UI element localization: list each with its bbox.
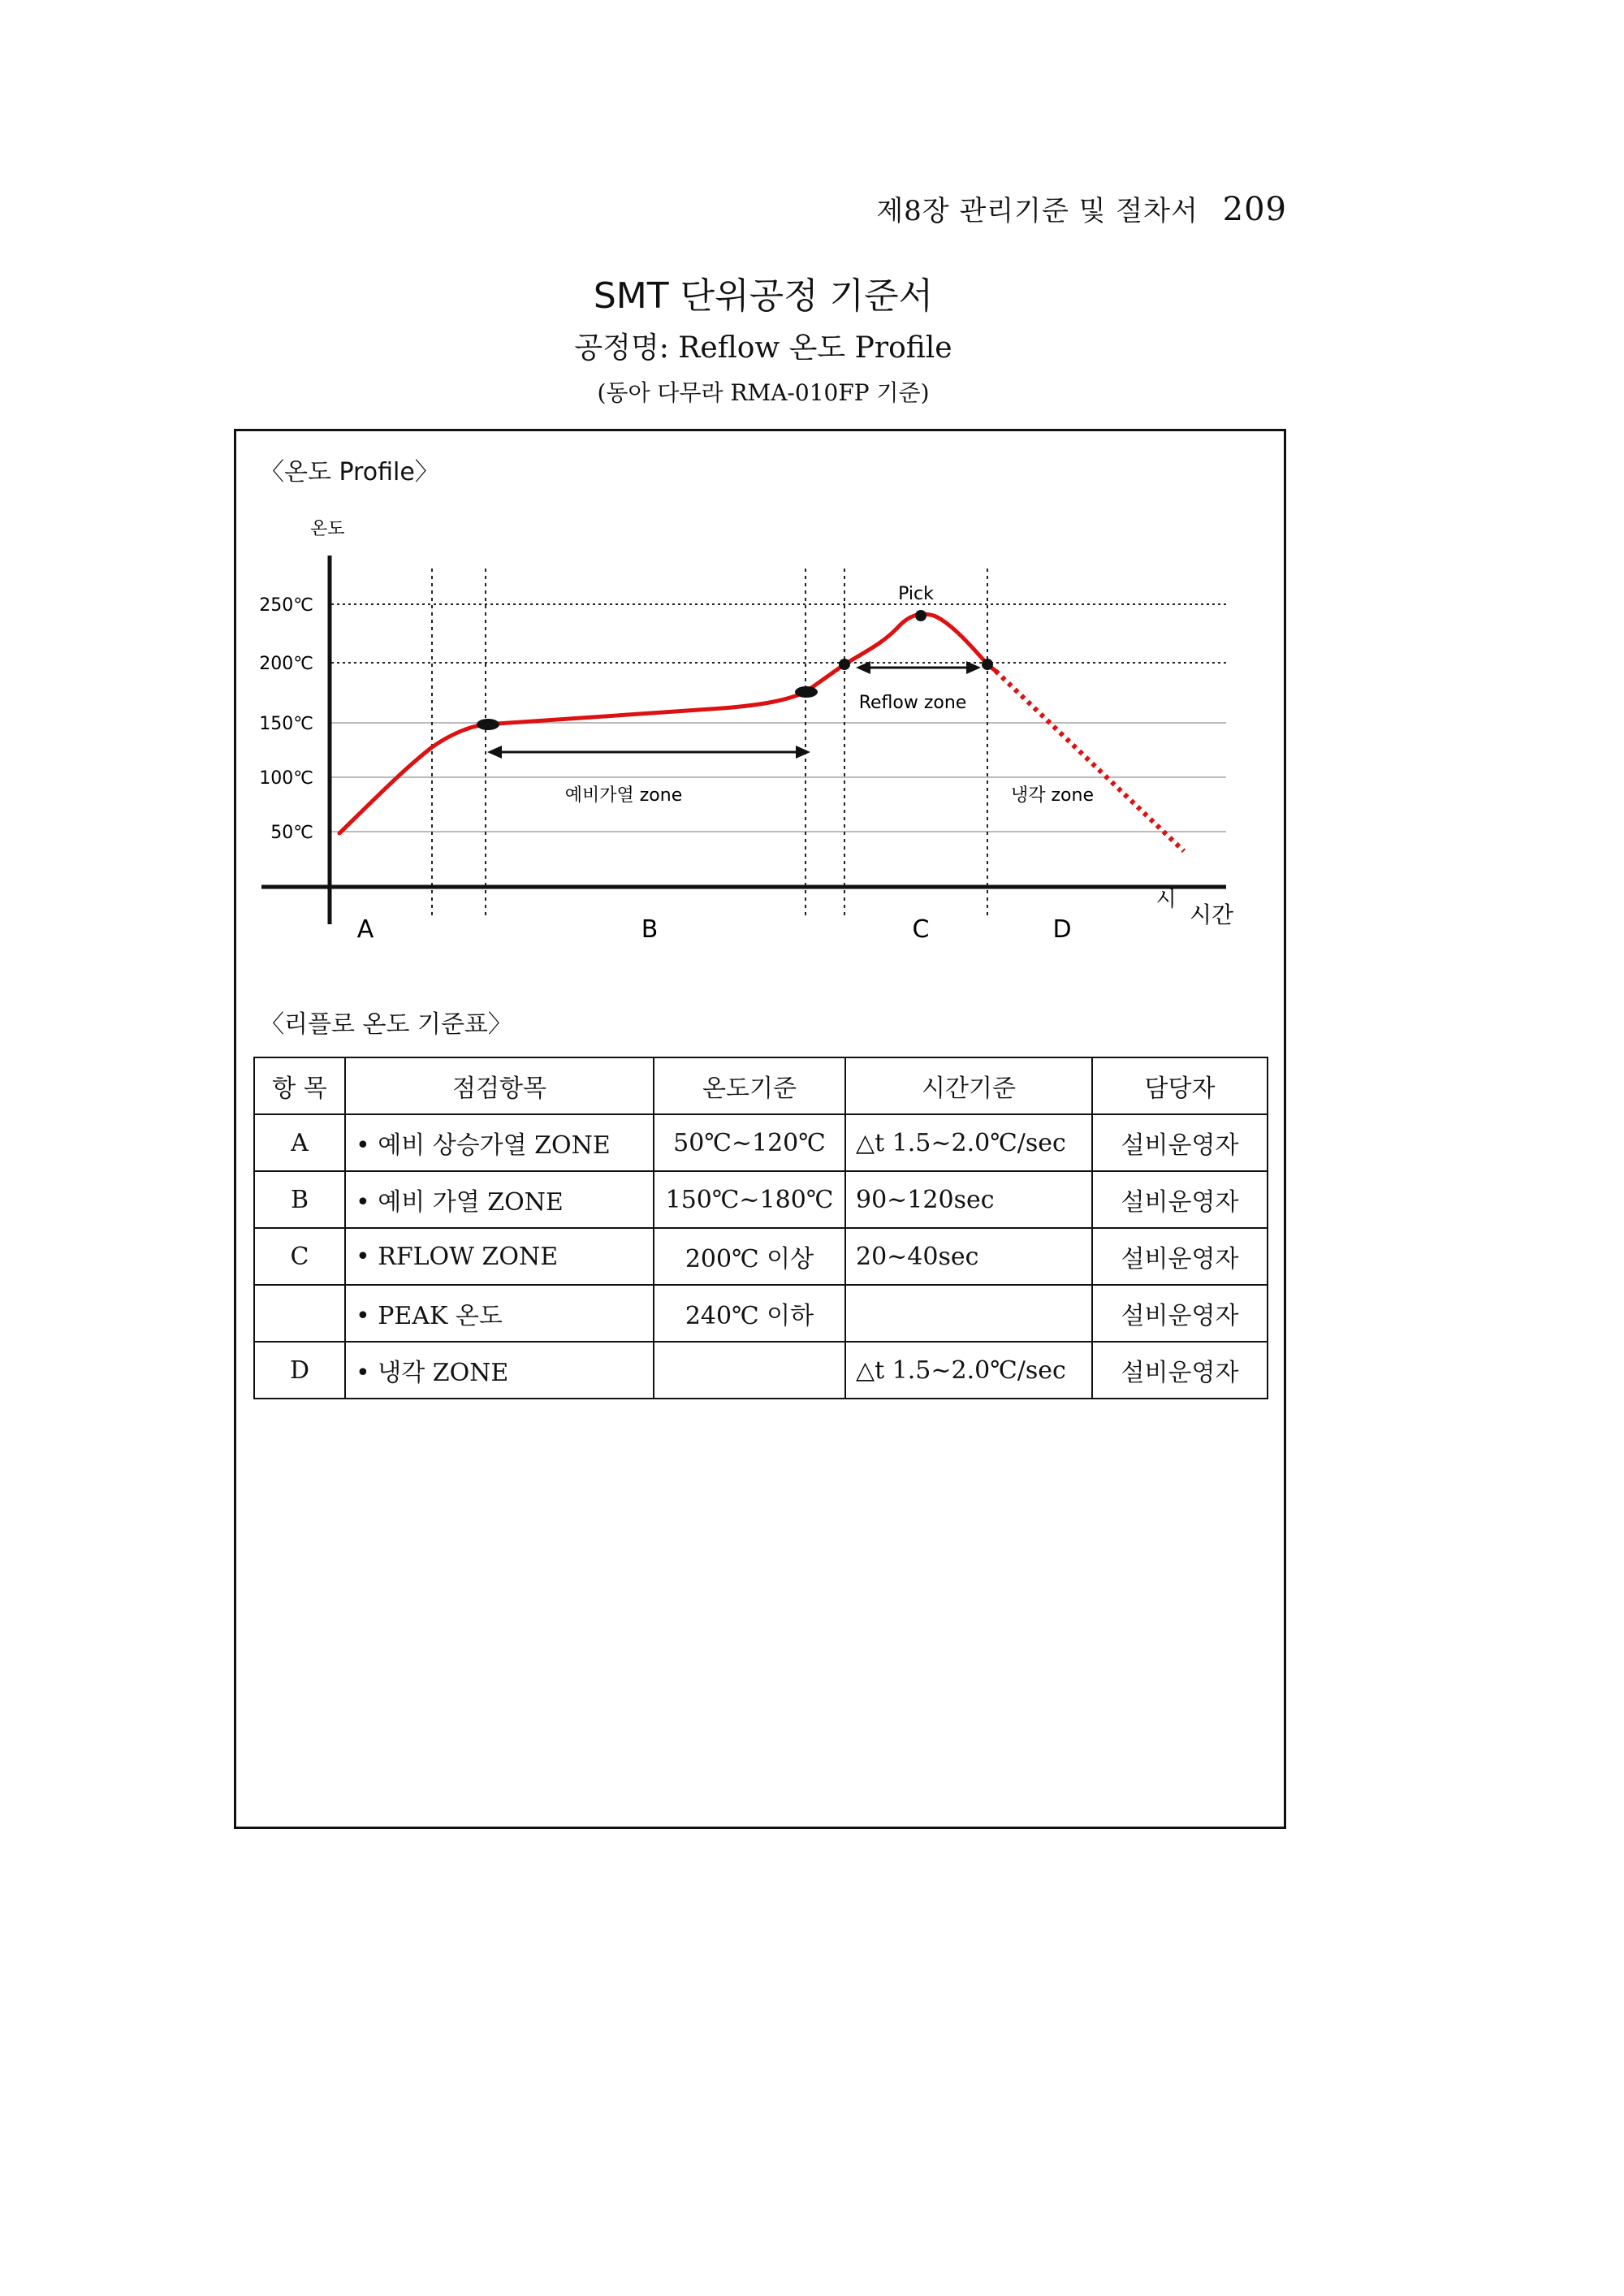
table-cell: B bbox=[254, 1171, 345, 1228]
header-person-in-charge: 담당자 bbox=[1092, 1057, 1268, 1114]
table-cell: D bbox=[254, 1342, 345, 1399]
table-cell: • PEAK 온도 bbox=[345, 1285, 654, 1342]
table-cell: • 예비 가열 ZONE bbox=[345, 1171, 654, 1228]
table-cell: 설비운영자 bbox=[1092, 1114, 1268, 1171]
chapter-title: 제8장 관리기준 및 절차서 bbox=[876, 195, 1199, 227]
header-item: 항 목 bbox=[254, 1057, 345, 1114]
curve-marker bbox=[839, 659, 850, 670]
table-cell: △t 1.5~2.0℃/sec bbox=[845, 1114, 1092, 1171]
document-title: SMT 단위공정 기준서 bbox=[593, 275, 934, 317]
table-cell: 설비운영자 bbox=[1092, 1342, 1268, 1399]
table-cell: 240℃ 이하 bbox=[654, 1285, 845, 1342]
table-cell: 설비운영자 bbox=[1092, 1285, 1268, 1342]
preheat-zone-arrow bbox=[487, 746, 810, 759]
table-cell: 20~40sec bbox=[845, 1228, 1092, 1285]
curve-marker bbox=[477, 719, 499, 730]
table-section-label: 〈리플로 온도 기준표〉 bbox=[260, 1010, 512, 1039]
y-tick-label: 150℃ bbox=[259, 714, 313, 734]
x-axis-stray-mark: 시 bbox=[1155, 888, 1177, 912]
zone-label: C bbox=[912, 915, 930, 944]
zone-label: A bbox=[356, 915, 374, 944]
cooling-zone-annotation: 냉각 zone bbox=[1011, 785, 1094, 806]
table-cell: C bbox=[254, 1228, 345, 1285]
table-header-row bbox=[254, 1057, 1268, 1114]
table-cell bbox=[254, 1285, 345, 1342]
table-cell: 200℃ 이상 bbox=[654, 1228, 845, 1285]
header-time-standard: 시간기준 bbox=[845, 1057, 1092, 1114]
table-row bbox=[254, 1171, 1268, 1228]
process-name: 공정명: Reflow 온도 Profile bbox=[574, 331, 952, 365]
table-row bbox=[254, 1228, 1268, 1285]
y-tick-label: 200℃ bbox=[259, 654, 313, 674]
zone-label: D bbox=[1052, 915, 1072, 944]
table-cell: • RFLOW ZONE bbox=[345, 1228, 654, 1285]
curve-marker bbox=[982, 659, 993, 670]
table-cell: 150℃~180℃ bbox=[654, 1171, 845, 1228]
reflow-zone-annotation: Reflow zone bbox=[858, 693, 967, 713]
x-axis-label: 시간 bbox=[1189, 902, 1234, 928]
table-cell: • 예비 상승가열 ZONE bbox=[345, 1114, 654, 1171]
table-cell: 90~120sec bbox=[845, 1171, 1092, 1228]
standard-note: (동아 다무라 RMA-010FP 기준) bbox=[597, 379, 930, 406]
table-row bbox=[254, 1114, 1268, 1171]
table-cell: 50℃~120℃ bbox=[654, 1114, 845, 1171]
curve-marker bbox=[795, 686, 818, 698]
table-row bbox=[254, 1342, 1268, 1399]
header-check-item: 점검항목 bbox=[345, 1057, 654, 1114]
table-cell: 설비운영자 bbox=[1092, 1171, 1268, 1228]
zone-label: B bbox=[641, 915, 659, 944]
profile-section-label: 〈온도 Profile〉 bbox=[260, 458, 439, 486]
preheat-zone-annotation: 예비가열 zone bbox=[564, 785, 683, 806]
temperature-profile-chart bbox=[0, 0, 1624, 975]
table-row bbox=[254, 1285, 1268, 1342]
page-number: 209 bbox=[1222, 191, 1287, 228]
y-axis-label: 온도 bbox=[310, 519, 345, 539]
y-tick-label: 100℃ bbox=[259, 768, 313, 789]
table-cell: A bbox=[254, 1114, 345, 1171]
reflow-standard-table bbox=[253, 1057, 1268, 1399]
table-cell bbox=[845, 1285, 1092, 1342]
cooling-curve-dashed bbox=[996, 671, 1184, 851]
curve-marker bbox=[915, 610, 926, 621]
table-cell bbox=[654, 1342, 845, 1399]
y-tick-label: 50℃ bbox=[270, 823, 313, 843]
peak-annotation: Pick bbox=[898, 584, 934, 604]
y-tick-label: 250℃ bbox=[259, 595, 313, 616]
header-temp-standard: 온도기준 bbox=[654, 1057, 845, 1114]
table-cell: 설비운영자 bbox=[1092, 1228, 1268, 1285]
table-cell: △t 1.5~2.0℃/sec bbox=[845, 1342, 1092, 1399]
table-cell: • 냉각 ZONE bbox=[345, 1342, 654, 1399]
